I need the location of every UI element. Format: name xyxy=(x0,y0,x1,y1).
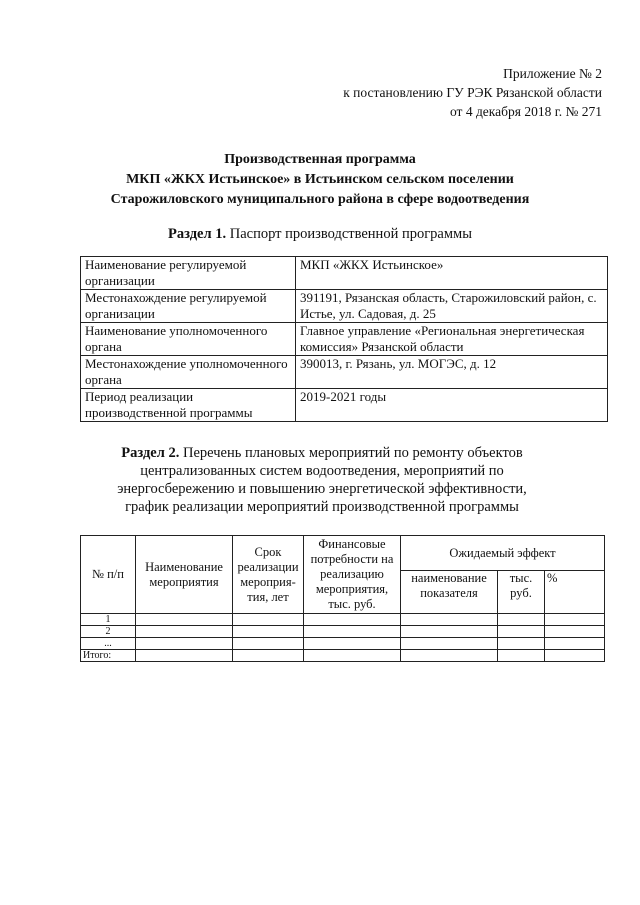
header-effect: Ожидаемый эффект xyxy=(401,536,605,571)
table-cell xyxy=(304,626,401,638)
table-cell xyxy=(545,626,605,638)
appendix-line: от 4 декабря 2018 г. № 271 xyxy=(449,104,602,119)
header-row xyxy=(81,536,605,571)
table-row xyxy=(81,323,608,356)
passport-key: Местонахождение регулируемой организации xyxy=(81,290,296,323)
table-cell xyxy=(401,626,498,638)
table-cell xyxy=(136,638,233,650)
table-cell xyxy=(545,638,605,650)
section-text: Паспорт производственной программы xyxy=(226,226,472,242)
section-label: Раздел 1. xyxy=(168,226,227,242)
table-cell xyxy=(498,650,545,662)
passport-key: Наименование уполномоченного органа xyxy=(81,323,296,356)
passport-value: 390013, г. Рязань, ул. МОГЭС, д. 12 xyxy=(296,356,608,389)
title-line: Старожиловского муниципального района в сфере водоотведения xyxy=(110,192,530,207)
section-1-heading xyxy=(0,226,640,243)
plan-table xyxy=(80,535,605,662)
row-number: ... xyxy=(81,638,136,650)
table-row xyxy=(81,389,608,422)
header-num: № п/п xyxy=(81,536,136,614)
table-cell xyxy=(545,650,605,662)
appendix-note xyxy=(343,64,602,121)
table-cell xyxy=(304,650,401,662)
passport-value: Главное управление «Региональная энергетическая комиссия» Рязанской области xyxy=(296,323,608,356)
table-row xyxy=(81,614,605,626)
total-label: Итого: xyxy=(81,650,136,662)
section-label: Раздел 2. xyxy=(121,445,180,461)
passport-table xyxy=(80,256,608,422)
table-cell xyxy=(233,626,304,638)
row-number: 1 xyxy=(81,614,136,626)
passport-value: 391191, Рязанская область, Старожиловский район, с. Истье, ул. Садовая, д. 25 xyxy=(296,290,608,323)
table-cell xyxy=(498,638,545,650)
table-cell xyxy=(498,626,545,638)
header-name: Наименование мероприятия xyxy=(136,536,233,614)
table-cell xyxy=(304,638,401,650)
header-finance: Финансовые потребности на реализацию мероприятия, тыс. руб. xyxy=(304,536,401,614)
passport-key: Наименование регулируемой организации xyxy=(81,257,296,290)
table-cell xyxy=(545,614,605,626)
passport-value: 2019-2021 годы xyxy=(296,389,608,422)
table-row xyxy=(81,626,605,638)
table-cell xyxy=(233,638,304,650)
passport-key: Местонахождение уполномоченного органа xyxy=(81,356,296,389)
passport-value: МКП «ЖКХ Истьинское» xyxy=(296,257,608,290)
section-text: Перечень плановых мероприятий по ремонту объектов централизованных систем водоотведения, мероприятий по энергосбережению и повышению энергетической эффективности, график реализации мероприятий производственной программы xyxy=(117,445,527,515)
table-cell xyxy=(136,650,233,662)
title-line: Производственная программа xyxy=(224,152,416,167)
table-cell xyxy=(233,614,304,626)
title-line: МКП «ЖКХ Истьинское» в Истьинском сельском поселении xyxy=(126,172,514,187)
table-row xyxy=(81,638,605,650)
passport-key: Период реализации производственной программы xyxy=(81,389,296,422)
header-pct: % xyxy=(545,571,605,614)
section-2-heading xyxy=(96,444,548,516)
document-title xyxy=(0,150,640,210)
row-number: 2 xyxy=(81,626,136,638)
table-cell xyxy=(401,650,498,662)
table-cell xyxy=(136,614,233,626)
table-cell xyxy=(304,614,401,626)
header-term: Срок реализации мероприя-тия, лет xyxy=(233,536,304,614)
header-indicator: наименование показателя xyxy=(401,571,498,614)
table-cell xyxy=(233,650,304,662)
table-row xyxy=(81,257,608,290)
appendix-line: Приложение № 2 xyxy=(503,66,602,81)
table-row xyxy=(81,290,608,323)
header-rub: тыс. руб. xyxy=(498,571,545,614)
appendix-line: к постановлению ГУ РЭК Рязанской области xyxy=(343,85,602,100)
table-cell xyxy=(136,626,233,638)
table-cell xyxy=(401,614,498,626)
table-row xyxy=(81,650,605,662)
table-row xyxy=(81,356,608,389)
table-cell xyxy=(498,614,545,626)
table-cell xyxy=(401,638,498,650)
